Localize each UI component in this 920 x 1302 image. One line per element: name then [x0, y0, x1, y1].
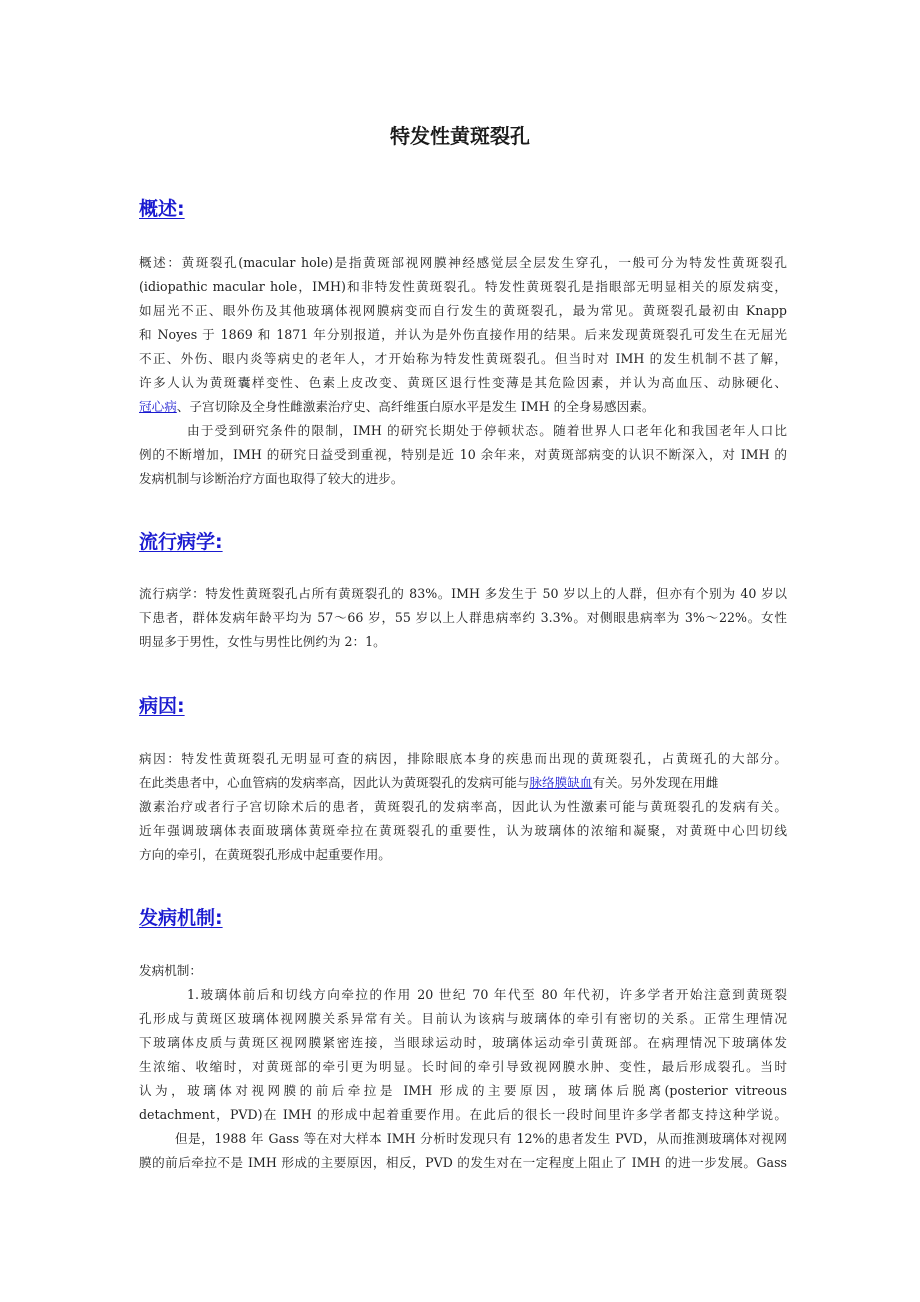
text-line: (idiopathic macular hole，IMH)和非特发性黄斑裂孔。特发性黄斑裂孔是指眼部无明显相关的原发病变，: [139, 279, 787, 294]
text-line: 例的不断增加，IMH 的研究日益受到重视，特别是近 10 余年来，对黄斑部病变的认识不断深入，对 IMH 的: [139, 447, 787, 462]
text-line: 由于受到研究条件的限制，IMH 的研究长期处于停顿状态。随着世界人口老年化和我国老年人口比: [187, 423, 787, 438]
mechanism-paragraph: [139, 959, 787, 1175]
text-line: 病因：特发性黄斑裂孔无明显可查的病因，排除眼底本身的疾患而出现的黄斑裂孔，占黄斑孔的大部分。: [139, 751, 787, 766]
epidemiology-paragraph: [139, 582, 787, 654]
text-line: 流行病学：特发性黄斑裂孔占所有黄斑裂孔的 83%。IMH 多发生于 50 岁以上的人群，但亦有个别为 40 岁以: [139, 586, 787, 601]
text-line: 下玻璃体皮质与黄斑区视网膜紧密连接，当眼球运动时，玻璃体运动牵引黄斑部。在病理情况下玻璃体发: [139, 1035, 787, 1050]
overview-paragraph-2: [139, 419, 787, 491]
text-line: 近年强调玻璃体表面玻璃体黄斑牵拉在黄斑裂孔的重要性，认为玻璃体的浓缩和凝聚，对黄斑中心凹切线: [139, 823, 787, 838]
text-line: 许多人认为黄斑囊样变性、色素上皮改变、黄斑区退行性变薄是其危险因素，并认为高血压、动脉硬化、: [139, 375, 787, 390]
text-span: 有关。另外发现在用雌: [592, 775, 719, 790]
text-line: 膜的前后牵拉不是 IMH 形成的主要原因，相反，PVD 的发生对在一定程度上阻止了 IMH 的进一步发展。Gass: [139, 1155, 787, 1170]
etiology-paragraph: [139, 747, 787, 867]
text-line: 但是，1988 年 Gass 等在对大样本 IMH 分析时发现只有 12%的患者发生 PVD，从而推测玻璃体对视网: [175, 1131, 787, 1146]
overview-paragraph-1: [139, 251, 787, 419]
text-span: 在此类患者中，心血管病的发病率高，因此认为黄斑裂孔的发病可能与: [139, 775, 530, 790]
heading-epidemiology[interactable]: 流行病学:: [139, 531, 223, 553]
text-line: 概述：黄斑裂孔(macular hole)是指黄斑部视网膜神经感觉层全层发生穿孔，一般可分为特发性黄斑裂孔: [139, 255, 787, 270]
text-line: 发病机制与诊断治疗方面也取得了较大的进步。: [139, 471, 404, 486]
document-title: 特发性黄斑裂孔: [390, 124, 530, 148]
text-span: 、子宫切除及全身性雌激素治疗史、高纤维蛋白原水平是发生 IMH 的全身易感因素。: [176, 399, 655, 414]
choroidal-ischemia-link[interactable]: 脉络膜缺血: [529, 775, 593, 790]
text-line: 生浓缩、收缩时，对黄斑部的牵引更为明显。长时间的牵引导致视网膜水肿、变性，最后形成裂孔。当时: [139, 1059, 787, 1074]
heading-overview[interactable]: 概述:: [139, 198, 185, 220]
text-line: 认为，玻璃体对视网膜的前后牵拉是 IMH 形成的主要原因，玻璃体后脱离(posterior vitreous: [139, 1083, 787, 1098]
heading-mechanism[interactable]: 发病机制:: [139, 907, 223, 929]
text-line: 明显多于男性，女性与男性比例约为 2：1。: [139, 634, 386, 649]
text-line: 发病机制：: [139, 963, 202, 978]
text-line: 和 Noyes 于 1869 和 1871 年分别报道，并认为是外伤直接作用的结果。后来发现黄斑裂孔可发生在无屈光: [139, 327, 787, 342]
coronary-disease-link[interactable]: 冠心病: [139, 399, 177, 414]
text-line: 孔形成与黄斑区玻璃体视网膜关系异常有关。目前认为该病与玻璃体的牵引有密切的关系。正常生理情况: [139, 1011, 787, 1026]
text-line: 激素治疗或者行子宫切除术后的患者，黄斑裂孔的发病率高，因此认为性激素可能与黄斑裂孔的发病有关。: [139, 799, 787, 814]
text-line: 1.玻璃体前后和切线方向牵拉的作用 20 世纪 70 年代至 80 年代初，许多学者开始注意到黄斑裂: [187, 987, 787, 1002]
text-line: 如屈光不正、眼外伤及其他玻璃体视网膜病变而自行发生的黄斑裂孔，最为常见。黄斑裂孔最初由 Knapp: [139, 303, 787, 318]
text-line: 不正、外伤、眼内炎等病史的老年人，才开始称为特发性黄斑裂孔。但当时对 IMH 的发生机制不甚了解，: [139, 351, 787, 366]
text-line: 方向的牵引，在黄斑裂孔形成中起重要作用。: [139, 847, 391, 862]
heading-etiology[interactable]: 病因:: [139, 695, 185, 717]
text-line: [139, 771, 787, 795]
text-line: [139, 395, 787, 419]
text-line: detachment，PVD)在 IMH 的形成中起着重要作用。在此后的很长一段时间里许多学者都支持这种学说。: [139, 1107, 787, 1122]
text-line: 下患者，群体发病年龄平均为 57～66 岁，55 岁以上人群患病率约 3.3%。对侧眼患病率为 3%～22%。女性: [139, 610, 787, 625]
